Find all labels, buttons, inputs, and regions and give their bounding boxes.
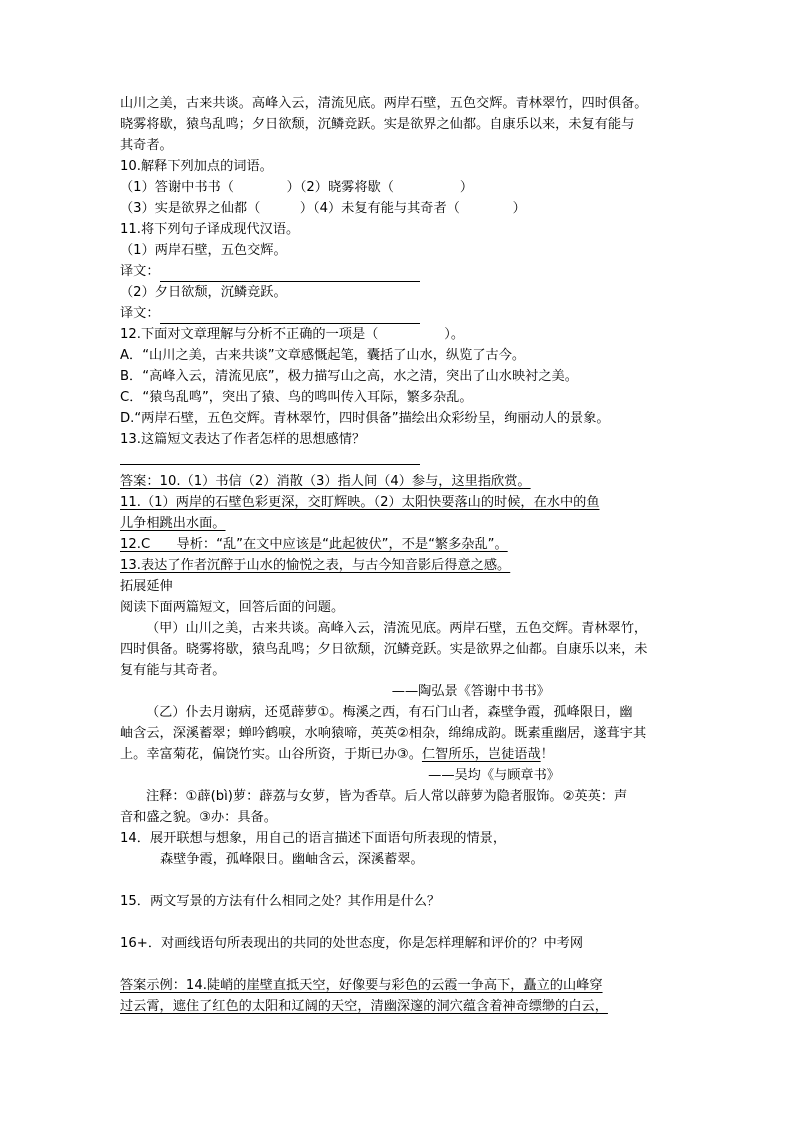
question-14-quote: 森壁争霞，孤峰限日。幽岫含云，深溪蓄翠。 (160, 852, 424, 867)
answer-blank (160, 267, 420, 282)
passage-line: 晓雾将歇，猿鸟乱鸣；夕日欲颓，沉鳞竞跃。实是欲界之仙都。自康乐以来，未复有能与 (120, 117, 635, 132)
question-11-item-1: （1）两岸石壁，五色交辉。 (120, 243, 287, 258)
answer-10: 答案：10.（1）书信（2）消散（3）指人间（4）参与，这里指欣赏。 (120, 474, 531, 489)
option-c: C．“猿鸟乱鸣”，突出了猿、鸟的鸣叫传入耳际，繁多杂乱。 (120, 390, 473, 405)
underlined-phrase: 仁智所乐，岂徒语哉 (421, 747, 541, 762)
answer-14: 答案示例：14.陡峭的崖壁直抵天空，好像要与彩色的云霞一争高下，矗立的山峰穿 (120, 978, 603, 993)
option-a: A．“山川之美，古来共谈”文章感慨起笔，囊括了山水，纵览了古今。 (120, 348, 526, 363)
question-10-items-2: （3）实是欲界之仙都（ ）（4）未复有能与其奇者（ ） (120, 201, 526, 216)
passage-b-line: 上。幸富菊花，偏饶竹实。山谷所资，于斯已办③。仁智所乐，岂徒语哉！ (120, 747, 554, 762)
option-d: D.“两岸石壁，五色交辉。青林翠竹，四时俱备”描绘出众彩纷呈，绚丽动人的景象。 (120, 411, 610, 426)
option-b: B．“高峰入云，清流见底”，极力描写山之高，水之清，突出了山水映衬之美。 (120, 369, 578, 384)
passage-line: 其奇者。 (120, 138, 173, 153)
passage-b-source: ——吴均《与顾章书》 (428, 768, 560, 783)
answer-11: 11.（1）两岸的石壁色彩更深，交盯辉映。（2）太阳快要落山的时候，在水中的鱼 (120, 495, 600, 510)
answer-blank (160, 309, 420, 324)
passage-a-line: 复有能与其奇者。 (120, 663, 226, 678)
question-14: 14．展开联想与想象，用自己的语言描述下面语句所表现的情景， (120, 831, 507, 846)
question-10: 10.解释下列加点的词语。 (120, 159, 273, 174)
instruction: 阅读下面两篇短文，回答后面的问题。 (120, 600, 345, 615)
passage-a-line: （甲）山川之美，古来共谈。高峰入云，清流见底。两岸石壁，五色交辉。青林翠竹， (146, 621, 648, 636)
translation-label: 译文： (120, 264, 160, 279)
passage-line: 山川之美，古来共谈。高峰入云，清流见底。两岸石壁，五色交辉。青林翠竹，四时俱备。 (120, 96, 648, 111)
footnote-line: 注释：①薜(bì)萝：薜荔与女萝，皆为香草。后人常以薜萝为隐者服饰。②英英：声 (146, 789, 628, 804)
document-page (120, 93, 680, 1017)
translation-label: 译文： (120, 306, 160, 321)
answer-14-cont: 过云霄，遮住了红色的太阳和辽阔的天空，清幽深邃的洞穴蕴含着神奇缥缈的白云， (120, 999, 608, 1014)
question-15: 15．两文写景的方法有什么相同之处？其作用是什么？ (120, 894, 441, 909)
answer-area (120, 450, 680, 471)
answer-11-cont: 儿争相跳出水面。 (120, 516, 226, 531)
section-heading: 拓展延伸 (120, 579, 173, 594)
answer-blank (120, 450, 420, 465)
question-11-item-2: （2）夕日欲颓，沉鳞竞跃。 (120, 285, 287, 300)
translation-line-1 (120, 261, 680, 282)
translation-line-2 (120, 303, 680, 324)
passage-a-source: ——陶弘景《答谢中书书》 (391, 684, 550, 699)
answer-13: 13.表达了作者沉醉于山水的愉悦之表，与古今知音影后得意之感。 (120, 558, 511, 573)
passage-b-line: 岫含云，深溪蓄翠；蝉吟鹤唳，水响猿啼，英英②相杂，绵绵成韵。既素重幽居，遂葺宇其 (120, 726, 647, 741)
question-10-items-1: （1）答谢中书书（ ）（2）晓雾将歇（ ） (120, 180, 474, 195)
question-13: 13.这篇短文表达了作者怎样的思想感情？ (120, 432, 366, 447)
passage-a-line: 四时俱备。晓雾将歇，猿鸟乱鸣；夕日欲颓，沉鳞竞跃。实是欲界之仙都。自康乐以来，未 (120, 642, 648, 657)
question-11: 11.将下列句子译成现代汉语。 (120, 222, 300, 237)
question-12: 12.下面对文章理解与分析不正确的一项是（ ）。 (120, 327, 465, 342)
question-16: 16+．对画线语句所表现出的共同的处世态度，你是怎样理解和评价的？中考网 (120, 936, 584, 951)
passage-b-line: （乙）仆去月谢病，还觅薜萝①。梅溪之西，有石门山者，森壁争霞，孤峰限日，幽 (146, 705, 633, 720)
footnote-line: 音和盛之貌。③办：具备。 (120, 810, 277, 825)
answer-12: 12.C 导析：“乱”在文中应该是“此起彼伏”，不是“繁多杂乱”。 (120, 537, 508, 552)
